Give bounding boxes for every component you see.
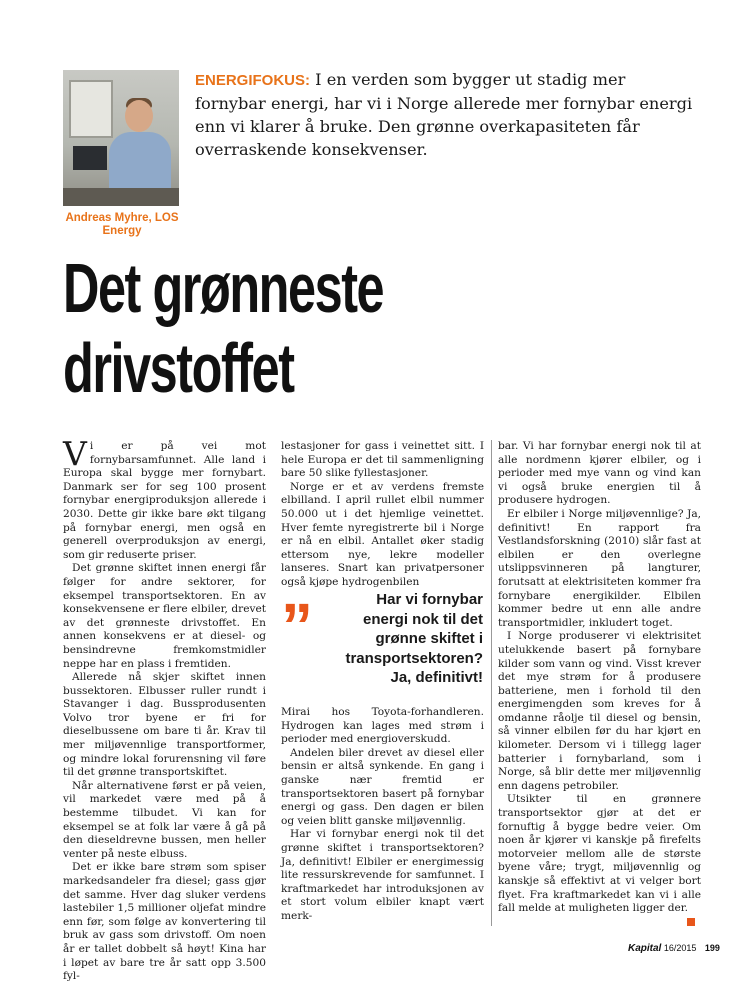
headline-line-2: drivstoffet [63,329,294,407]
article-column-3 [498,440,701,916]
author-photo [63,70,179,206]
lead-paragraph [195,68,695,161]
paragraph: Mirai hos Toyota-forhandleren. Hydrogen kan lages med strøm i perioder med energioverskudd. [281,706,484,746]
pull-quote [281,590,486,710]
paragraph: Når alternativene først er på veien, vil markedet være med på å bestemme tilbudet. Vi kan for eksempel se at folk lar være å gå på den dieseldrevne bussen, men heller venter på neste elbuss. [63,779,266,860]
paragraph: Andelen biler drevet av diesel eller bensin er altså synkende. En gang i ganske nær fremtid er transportsektoren basert på fornybar energi og gass. Den dagen er bilen og veien blitt ganske miljøvennlig. [281,746,484,827]
paragraph: Allerede nå skjer skiftet innen bussektoren. Elbusser ruller rundt i Stavanger i dag. Bussprodusenten Volvo tror byene er fri for dieselbussene om bare ti år. Krav til mer miljøvennlige transportformer, og mindre lokal forurensning vil føre til det grønne transportskiftet. [63,671,266,779]
paragraph: bar. Vi har fornybar energi nok til at alle nordmenn kjører elbiler, og i perioder med mye vann og vind kan vi også bruke energien til å produsere hydrogen. [498,440,701,507]
paragraph [63,434,266,562]
paragraph: Det grønne skiftet innen energi får følger for andre sektorer, for eksempel transportsektoren. En av konsekvensene er flere elbiler, drevet av det grønneste drivstoffet. En annen konsekvens er at diesel- og bensindrevne fremkomstmidler neppe har en plass i fremtiden. [63,562,266,670]
article-column-1 [63,434,266,984]
drop-cap: V [63,434,87,473]
paragraph-text: i er på vei mot fornybarsamfunnet. Alle land i Europa skal bygge mer fornybart. Danmark ser for seg 100 prosent fornybar energiproduksjon allerede i 2030. Dette gir ikke bare økt tilgang på fornybar energi, men også en generell overproduksjon av energi, som gir reduserte priser. [63,440,266,561]
paragraph: Utsikter til en grønnere transportsektor gjør at det er fornuftig å bygge bedre veier. Om noen år kjører vi kanskje på firefelts motorveier mellom alle de største byene våre; trygt, miljøvennlig og kanskje så effektivt at vi velger bort flyet. Fra kraftmarkedet kan vi i alle fall melde at muligheten ligger der. [498,793,701,915]
lead-text: I en verden som bygger ut stadig mer fornybar energi, har vi i Norge allerede mer fornybar energi enn vi klarer å bruke. Den grønne overkapasiteten får overraskende konsekvenser. [195,70,693,159]
page-number: 199 [704,943,720,953]
paragraph: I Norge produserer vi elektrisitet utelukkende basert på fornybare kilder som vann og vind. Visst krever det mye strøm for å produsere batteriene, men i forhold til den energimengden som kreves for å omdanne råolje til diesel og bensin, så vinner elbilen før du har kjørt en kilometer. Dersom vi i tillegg lager batterier i fornybarland, som i Norge, så blir dette mer miljøvennlig enn dagens petrobiler. [498,630,701,792]
pull-quote-text: Har vi fornybar energi nok til det grønne skiftet i transportsektoren? Ja, definitivt! [345,591,483,686]
page-footer [628,943,720,954]
paragraph: lestasjoner for gass i veinettet sitt. I hele Europa er det til sammenligning bare 50 slike fyllestasjoner. [281,440,484,480]
photo-caption: Andreas Myhre, LOS Energy [65,212,179,237]
paragraph: Det er ikke bare strøm som spiser markedsandeler fra diesel; gass gjør det samme. Hver dag sluker verdens lastebiler 1,5 millioner oljefat mindre enn før, som følge av konvertering til bruk av gass som drivstoff. Om noen år er tallet dobbelt så høyt! Kina har i løpet av bare tre år satt opp 3.500 fyl- [63,861,266,983]
paragraph: Er elbiler i Norge miljøvennlige? Ja, definitivt! En rapport fra Vestlandsforskning (2010) slår fast at elbilen er den overlegne utslippsvinneren på langturer, forutsatt at elektrisiteten kommer fra fornybare energikilder. Elbilen kommer bedre ut enn alle andre transportmidler, inkludert toget. [498,507,701,629]
paragraph: Norge er et av verdens fremste elbilland. I april rullet elbil nummer 50.000 ut i det hjemlige veinettet. Hver femte nyregistrerte bil i Norge er nå en elbil. Antallet øker stadig ettersom nye, lekre modeller lanseres. Snart kan privatpersoner også kjøpe hydrogenbilen [281,480,484,588]
paragraph: Har vi fornybar energi nok til det grønne skiftet i transportsektoren? Ja, definitivt! Elbiler er energimessig lite ressurskrevende for samfunnet. I kraftmarkedet har introduksjonen av et stort volum elbiler knapt vært merk- [281,828,484,922]
headline [63,248,524,408]
headline-line-1: Det grønneste [63,249,384,327]
quote-mark-icon: ” [281,590,313,662]
end-mark-icon [687,918,695,926]
lead-kicker: ENERGIFOKUS: [195,72,311,89]
magazine-name: Kapital [628,943,662,954]
issue-number: 16/2015 [663,943,697,953]
column-divider [491,440,492,926]
article-column-2 [281,440,484,922]
